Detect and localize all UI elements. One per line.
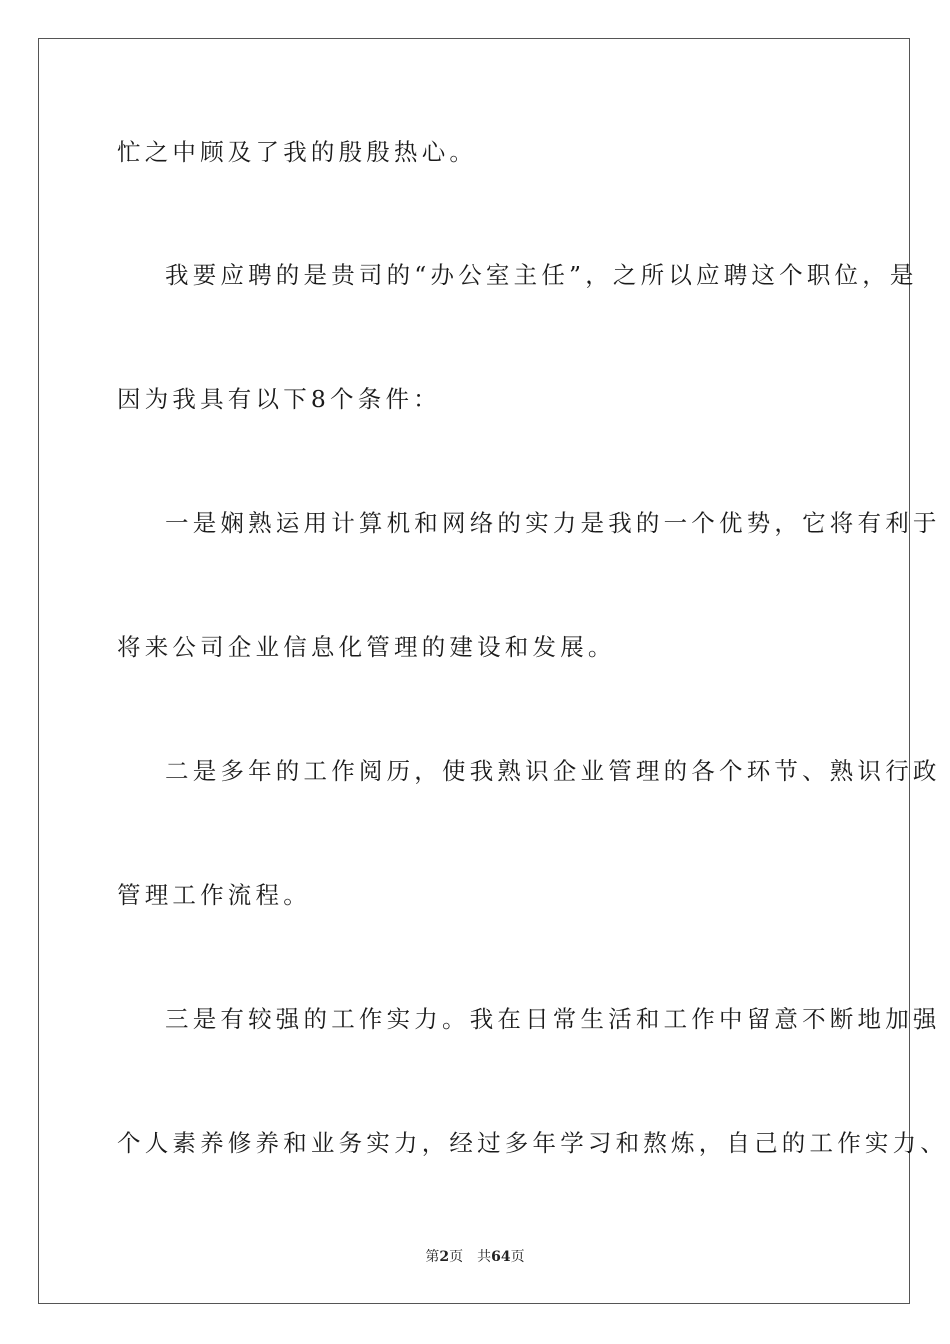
text-line-8: 三是有较强的工作实力。我在日常生活和工作中留意不断地加强	[165, 1005, 941, 1033]
text-line-7: 管理工作流程。	[117, 881, 311, 909]
page-prefix: 第	[425, 1249, 440, 1265]
text-line-3: 因为我具有以下8个条件：	[117, 385, 441, 413]
text-line-5: 将来公司企业信息化管理的建设和发展。	[117, 633, 616, 661]
text-line-2: 我要应聘的是贵司的“办公室主任”，之所以应聘这个职位，是	[165, 261, 918, 289]
total-suffix: 页	[510, 1249, 525, 1265]
text-line-4: 一是娴熟运用计算机和网络的实力是我的一个优势，它将有利于	[165, 509, 941, 537]
page-total: 64	[491, 1249, 511, 1265]
page-number: 2	[439, 1249, 450, 1265]
page-footer	[0, 1248, 950, 1266]
page-border	[38, 38, 948, 1304]
text-line-1: 忙之中顾及了我的殷殷热心。	[117, 138, 478, 166]
text-line-9: 个人素养修养和业务实力，经过多年学习和熬炼，自己的工作实力、	[117, 1129, 948, 1157]
page-suffix: 页	[449, 1249, 464, 1265]
text-line-6: 二是多年的工作阅历，使我熟识企业管理的各个环节、熟识行政	[165, 757, 941, 785]
total-prefix: 共	[477, 1249, 492, 1265]
